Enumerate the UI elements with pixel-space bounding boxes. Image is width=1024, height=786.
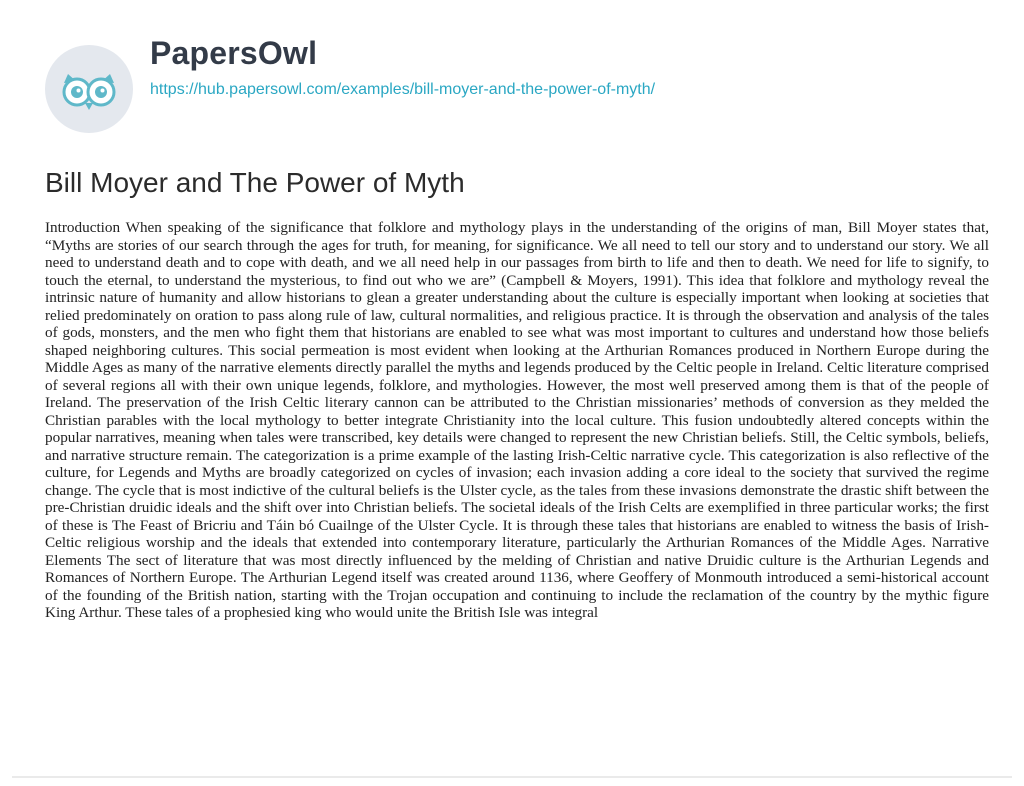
brand-name[interactable]: PapersOwl xyxy=(150,35,318,71)
source-url-link[interactable]: https://hub.papersowl.com/examples/bill-moyer-and-the-power-of-myth/ xyxy=(150,81,656,98)
bottom-divider xyxy=(12,776,1012,778)
article-title: Bill Moyer and The Power of Myth xyxy=(45,167,465,198)
brand-block xyxy=(150,28,655,99)
site-header xyxy=(44,28,655,148)
owl-logo-icon xyxy=(44,44,134,134)
article-body: Introduction When speaking of the significance that folklore and mythology plays in the understanding of the origins of man, Bill Moyer states that, “Myths are stories of our search through the ages for truth, for meaning, for significance. We all need to tell our story and to understand our story. We all need to understand death and to cope with death, and we all need help in our passages from birth to life and then to death. We need for life to signify, to touch the eternal, to understand the mysterious, to find out who we are” (Campbell & Moyers, 1991). This idea that folklore and mythology reveal the intrinsic nature of humanity and allow historians to glean a greater understanding about the culture is especially important when looking at societies that relied predominately on oration to pass along rule of law, cultural normalities, and religious practice. It is through the observation and analysis of the tales of gods, monsters, and the men who fight them that historians are enabled to see what was most important to cultures and understand how those beliefs shaped neighboring cultures. This social permeation is most evident when looking at the Arthurian Romances produced in Northern Europe during the Middle Ages as many of the narrative elements directly parallel the myths and legends produced by the Celtic people in Ireland. Celtic literature comprised of several regions all with their own unique legends, folklore, and mythologies. However, the most well preserved among them is that of the people of Ireland. The preservation of the Irish Celtic literary cannon can be attributed to the Christian missionaries’ methods of conversion as they melded the Christian parables with the local mythology to better integrate Christianity into the local culture. This fusion undoubtedly altered concepts within the popular narratives, meaning when tales were transcribed, key details were changed to represent the new Christian beliefs. Still, the Celtic symbols, beliefs, and narrative structure remain. The categorization is a prime example of the lasting Irish-Celtic narrative cycle. This categorization is also reflective of the culture, for Legends and Myths are broadly categorized on cycles of invasion; each invasion adding a core ideal to the society that survived the regime change. The cycle that is most indictive of the cultural beliefs is the Ulster cycle, as the tales from these invasions demonstrate the drastic shift between the pre-Christian druidic ideals and the shift over into Christian beliefs. The societal ideals of the Irish Celts are exemplified in three particular works; the first of these is The Feast of Bricriu and Táin bó Cuailnge of the Ulster Cycle. It is through these tales that historians are enabled to witness the basis of Irish-Celtic religious worship and the ideals that extended into contemporary literature, particularly the Arthurian Romances of the Middle Ages. Narrative Elements The sect of literature that was most directly influenced by the melding of Christian and native Druidic culture is the Arthurian Legends and Romances of Northern Europe. The Arthurian Legend itself was created around 1136, where Geoffery of Monmouth introduced a semi-historical account of the founding of the British nation, starting with the Trojan occupation and continuing to include the reclamation of the country by the mythic figure King Arthur. These tales of a prophesied king who would unite the British Isle was integral xyxy=(45,219,989,621)
